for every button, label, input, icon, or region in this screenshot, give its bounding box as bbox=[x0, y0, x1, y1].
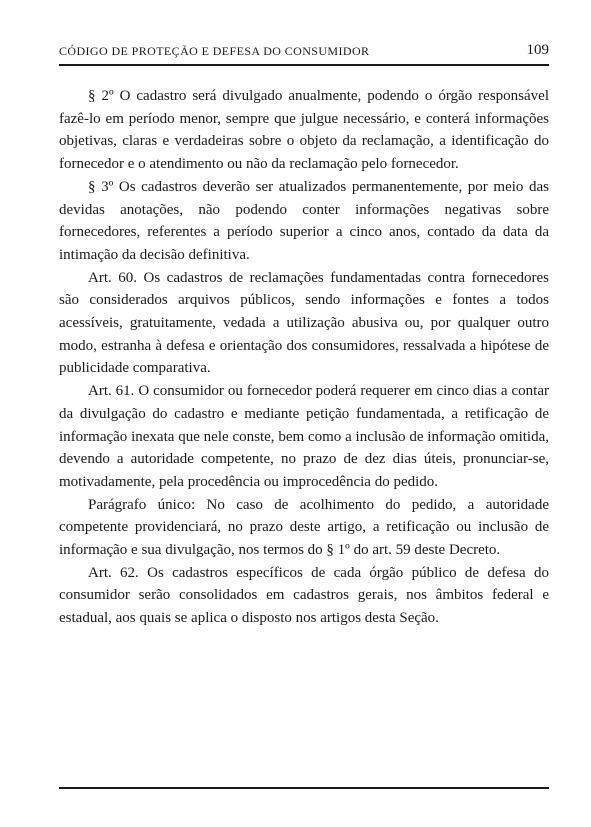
body-text bbox=[59, 85, 549, 630]
paragraph-art61: Art. 61. O consumidor ou fornecedor poderá requerer em cinco dias a contar da divulgação do cadastro e mediante petição fundamentada, a retificação de informação inexata que nele conste, bem como a inclusão de informação omitida, devendo a autoridade competente, no prazo de dez dias úteis, pronunciar-se, motivadamente, pela procedência ou improcedência do pedido. bbox=[59, 383, 549, 490]
paragraph-art59-par2: § 2º O cadastro será divulgado anualmente, podendo o órgão responsável fazê-lo em período menor, sempre que julgue necessário, e conterá informações objetivas, claras e verdadeiras sobre o objeto da reclamação, a identificação do fornecedor e o atendimento ou não da reclamação pelo fornecedor. bbox=[59, 88, 549, 173]
page-header bbox=[59, 38, 549, 66]
paragraph-art61-sole: Parágrafo único: No caso de acolhimento do pedido, a autoridade competente providenciará, no prazo deste artigo, a retificação ou inclusão de informação e sua divulgação, nos termos do § 1º do art. 59 deste Decreto. bbox=[59, 496, 549, 559]
page-number: 109 bbox=[526, 42, 549, 58]
paragraph-art62: Art. 62. Os cadastros específicos de cada órgão público de defesa do consumidor serão consolidados em cadastros gerais, nos âmbitos federal e estadual, aos quais se aplica o disposto nos artigos desta Seção. bbox=[59, 564, 549, 627]
paragraph-art59-par3: § 3º Os cadastros deverão ser atualizados permanentemente, por meio das devidas anotações, não podendo conter informações negativas sobre fornecedores, referentes a período superior a cinco anos, contado da data da intimação da decisão definitiva. bbox=[59, 178, 549, 263]
running-title: CÓDIGO DE PROTEÇÃO E DEFESA DO CONSUMIDOR bbox=[59, 44, 370, 58]
footer-rule bbox=[59, 787, 549, 789]
paragraph-art60: Art. 60. Os cadastros de reclamações fundamentadas contra fornecedores são considerados arquivos públicos, sendo informações e fontes a todos acessíveis, gratuitamente, vedada a utilização abusiva ou, por qualquer outro modo, estranha à defesa e orientação dos consumidores, ressalvada a hipótese de publicidade comparativa. bbox=[59, 269, 549, 377]
